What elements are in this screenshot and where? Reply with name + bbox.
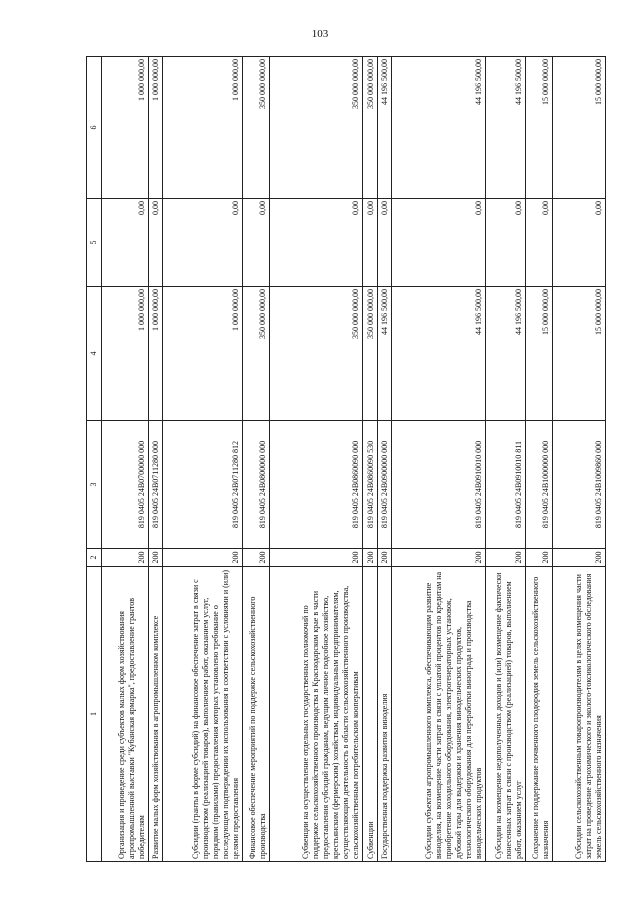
- row-value-6: 1 000 000,00: [163, 57, 243, 199]
- table-row: [552, 57, 606, 862]
- row-vr: 200: [485, 549, 525, 567]
- table-row: [148, 57, 162, 862]
- table-row: [243, 57, 270, 862]
- col-header-4: 4: [87, 287, 102, 421]
- row-vr: 200: [363, 549, 377, 567]
- col-header-1: 1: [87, 567, 102, 862]
- table-header: [87, 57, 102, 862]
- row-value-6: 44 196 500,00: [377, 57, 391, 199]
- row-value-5: 0,00: [163, 199, 243, 287]
- row-value-6: 15 000 000,00: [552, 57, 606, 199]
- header-row: [87, 57, 102, 862]
- row-vr: 200: [148, 549, 162, 567]
- row-value-5: 0,00: [377, 199, 391, 287]
- col-header-5: 5: [87, 199, 102, 287]
- row-code: 819 0405 24B0910010 811: [485, 421, 525, 549]
- row-value-4: 44 196 500,00: [485, 287, 525, 421]
- row-code: 819 0405 24B0711280 000: [148, 421, 162, 549]
- row-name: Субсидии субъектам агропромышленного комплекса, обеспечивающим развитие виноделия, на возмещение части затрат в связи с уплатой процентов по кредитам на приобретение холодильного оборудования, электрогенераторных установок, дубовой тары для выдержки и хранения винодельческих продуктов, технологического оборудования для переработки винограда и производства винодельческих продуктов: [392, 567, 485, 862]
- rotated-table-wrapper: [86, 57, 606, 862]
- row-value-4: 44 196 500,00: [392, 287, 485, 421]
- row-value-6: 350 000 000,00: [243, 57, 270, 199]
- row-code: 819 0405 24B0700000 000: [102, 421, 149, 549]
- row-name: Финансовое обеспечение мероприятий по поддержке сельскохозяйственного производства: [243, 567, 270, 862]
- row-code: 819 0405 24B0860090 000: [269, 421, 362, 549]
- table-row: [525, 57, 552, 862]
- row-name: Субсидии сельскохозяйственным товаропроизводителям в целях возмещения части затрат на проведение агрохимического и эколого-токсикологического обследования земель сельскохозяйственного назначения: [552, 567, 606, 862]
- row-vr: 200: [102, 549, 149, 567]
- row-vr: 200: [269, 549, 362, 567]
- row-value-5: 0,00: [148, 199, 162, 287]
- col-header-6: 6: [87, 57, 102, 199]
- row-vr: 200: [392, 549, 485, 567]
- table-row: [485, 57, 525, 862]
- row-code: 819 0405 24B0800000 000: [243, 421, 270, 549]
- row-value-5: 0,00: [392, 199, 485, 287]
- row-code: 819 0405 24B0910010 000: [392, 421, 485, 549]
- row-vr: 200: [377, 549, 391, 567]
- row-code: 819 0405 24B1000000 000: [525, 421, 552, 549]
- row-value-4: 1 000 000,00: [163, 287, 243, 421]
- row-value-5: 0,00: [269, 199, 362, 287]
- row-value-6: 44 196 500,00: [485, 57, 525, 199]
- table-row: [269, 57, 362, 862]
- row-value-4: 350 000 000,00: [243, 287, 270, 421]
- row-name: Субсидии на возмещение недополученных доходов и (или) возмещение фактически понесенных затрат в связи с производством (реализацией) товаров, выполнением работ, оказанием услуг: [485, 567, 525, 862]
- table-row: [377, 57, 391, 862]
- row-name: Сохранение и поддержание почвенного плодородия земель сельскохозяйственного назначения: [525, 567, 552, 862]
- row-code: 819 0405 24B0900000 000: [377, 421, 391, 549]
- row-name: Субсидии (гранты в форме субсидий) на финансовое обеспечение затрат в связи с производством (реализацией товаров), выполнением работ, оказанием услуг, порядком (правилами) предоставления которых установлено требование о последующем подтверждении их использования в соответствии с условиями и (или) целями предоставления: [163, 567, 243, 862]
- row-value-5: 0,00: [485, 199, 525, 287]
- col-header-3: 3: [87, 421, 102, 549]
- row-vr: 200: [552, 549, 606, 567]
- row-code: 819 0405 24B1009860 000: [552, 421, 606, 549]
- row-value-6: 350 000 000,00: [363, 57, 377, 199]
- row-value-5: 0,00: [552, 199, 606, 287]
- row-value-5: 0,00: [363, 199, 377, 287]
- row-name: Государственная поддержка развития виноделия: [377, 567, 391, 862]
- budget-table: [86, 56, 606, 862]
- table-body: [102, 57, 606, 862]
- row-value-5: 0,00: [243, 199, 270, 287]
- row-value-5: 0,00: [525, 199, 552, 287]
- row-value-4: 350 000 000,00: [363, 287, 377, 421]
- row-value-4: 1 000 000,00: [148, 287, 162, 421]
- col-header-2: 2: [87, 549, 102, 567]
- row-name: Субвенции: [363, 567, 377, 862]
- row-value-6: 1 000 000,00: [148, 57, 162, 199]
- row-value-6: 44 196 500,00: [392, 57, 485, 199]
- table-row: [102, 57, 149, 862]
- row-value-4: 1 000 000,00: [102, 287, 149, 421]
- table-row: [163, 57, 243, 862]
- row-code: 819 0405 24B0860090 530: [363, 421, 377, 549]
- row-name: Субвенции на осуществление отдельных государственных полномочий по поддержке сельскохозяйственного производства в Краснодарском крае в части предоставления субсидий гражданам, ведущим личное подсобное хозяйство, крестьянским (фермерским) хозяйствам, индивидуальным предпринимателям, осуществляющим деятельность в области сельскохозяйственного производства, сельскохозяйственным потребительским кооперативам: [269, 567, 362, 862]
- table-row: [363, 57, 377, 862]
- row-code: 819 0405 24B0711280 812: [163, 421, 243, 549]
- row-value-5: 0,00: [102, 199, 149, 287]
- row-vr: 200: [525, 549, 552, 567]
- row-value-4: 15 000 000,00: [552, 287, 606, 421]
- row-value-6: 1 000 000,00: [102, 57, 149, 199]
- row-value-6: 15 000 000,00: [525, 57, 552, 199]
- row-value-4: 350 000 000,00: [269, 287, 362, 421]
- page-number: 103: [311, 28, 329, 40]
- row-vr: 200: [163, 549, 243, 567]
- row-value-4: 44 196 500,00: [377, 287, 391, 421]
- row-name: Организация и проведение среди субъектов малых форм хозяйствования агропромышленной выставки "Кубанская ярмарка", предоставление грантов победителям: [102, 567, 149, 862]
- row-vr: 200: [243, 549, 270, 567]
- row-name: Развитие малых форм хозяйствования в агропромышленном комплексе: [148, 567, 162, 862]
- table-row: [392, 57, 485, 862]
- row-value-6: 350 000 000,00: [269, 57, 362, 199]
- row-value-4: 15 000 000,00: [525, 287, 552, 421]
